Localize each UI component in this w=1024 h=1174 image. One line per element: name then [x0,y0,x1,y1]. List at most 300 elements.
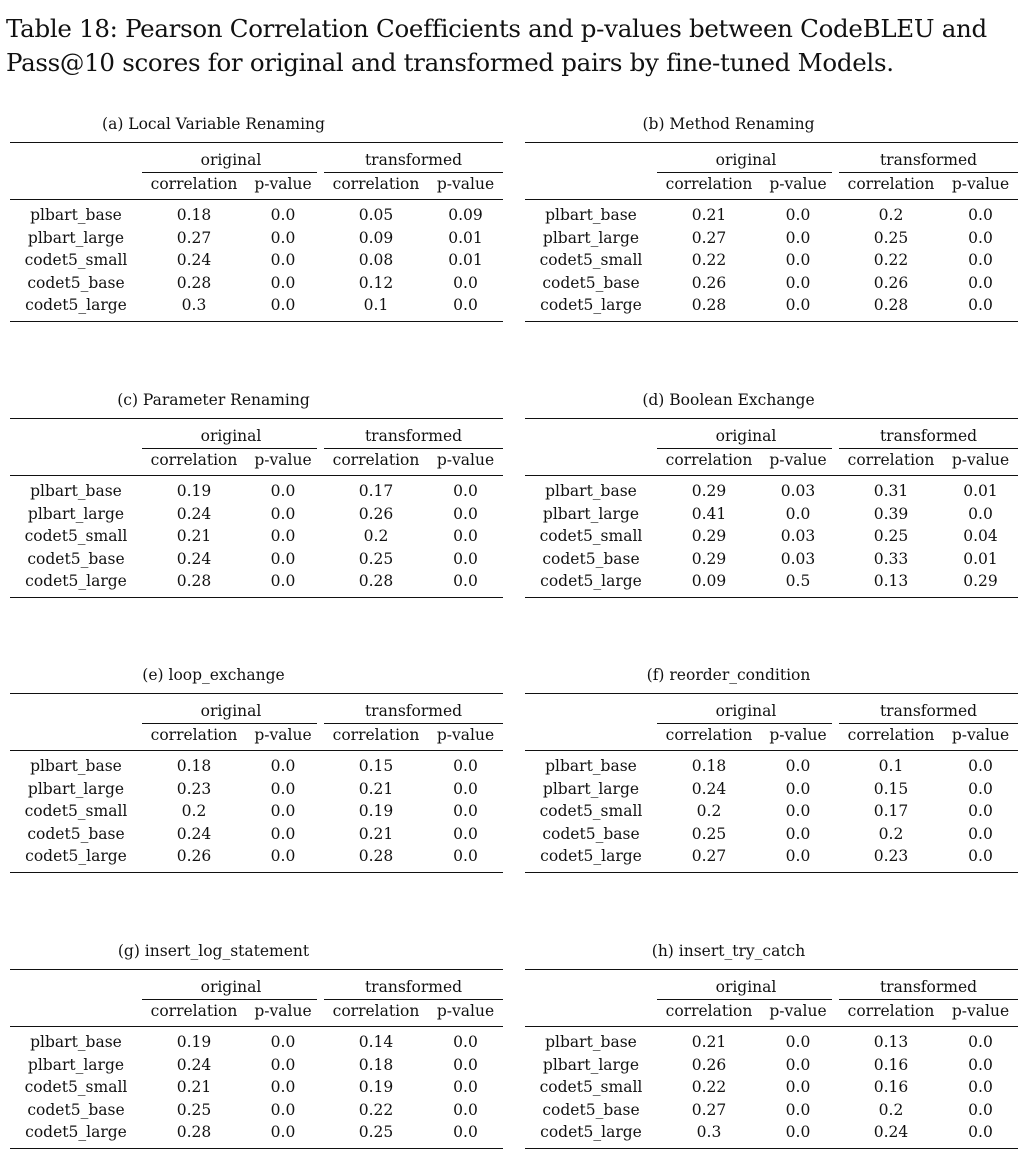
bottom-rule [525,321,1018,322]
pvalue-value: 0.0 [785,1078,811,1097]
pvalue-value: 0.03 [780,549,816,568]
correlation-value: 0.24 [176,824,212,843]
subtable-e [10,665,503,877]
group-rule-original [142,999,317,1000]
pvalue-value: 0.0 [270,228,296,247]
correlation-value: 0.16 [873,1078,909,1097]
model-name: codet5_base [27,1100,125,1119]
col-header-pvalue: p-value [254,726,312,744]
group-header-transformed: transformed [879,702,978,720]
pvalue-value: 0.0 [968,1078,993,1097]
pvalue-value: 0.0 [785,779,811,798]
pvalue-value: 0.01 [963,549,998,568]
table-row [10,778,503,801]
pvalue-value: 0.0 [453,273,478,292]
pvalue-value: 0.0 [270,273,296,292]
pvalue-value: 0.0 [453,1123,478,1142]
mid-rule [10,475,503,476]
group-rule-original [142,723,317,724]
correlation-value: 0.15 [358,757,394,775]
model-name: plbart_large [27,504,125,523]
group-rule-original [657,723,832,724]
col-header-pvalue: p-value [769,726,827,744]
correlation-value: 0.22 [691,1078,727,1097]
subtable-a [10,114,503,326]
col-header-correlation: correlation [847,451,935,469]
table-row [525,272,1018,295]
bottom-rule [525,597,1018,598]
pvalue-value: 0.0 [453,482,478,500]
bottom-rule [10,1148,503,1149]
table-row [10,1076,503,1099]
correlation-value: 0.24 [176,251,212,270]
col-header-pvalue: p-value [769,175,827,193]
pvalue-value: 0.0 [968,296,993,315]
correlation-value: 0.25 [176,1100,212,1119]
pvalue-value: 0.0 [270,847,296,866]
col-header-pvalue: p-value [436,726,495,744]
model-name: plbart_large [542,504,640,523]
pvalue-value: 0.0 [968,504,993,523]
pvalue-value: 0.0 [785,1100,811,1119]
group-rule-transformed [324,999,503,1000]
table-row [525,1031,1018,1054]
table-row [525,1076,1018,1099]
group-rule-original [657,448,832,449]
model-name: codet5_large [25,296,127,315]
mid-rule [10,1026,503,1027]
correlation-value: 0.27 [691,228,727,247]
pvalue-value: 0.0 [785,847,811,866]
pvalue-value: 0.0 [270,572,296,591]
mid-rule [525,750,1018,751]
subtable-title: (d) Boolean Exchange [642,391,815,409]
subtable-title: (c) Parameter Renaming [117,391,310,409]
pvalue-value: 0.01 [448,251,483,270]
pvalue-value: 0.0 [270,549,296,568]
model-name: plbart_large [27,228,125,247]
table-row [10,294,503,317]
table-row [525,845,1018,868]
top-rule [525,142,1018,143]
table-row [10,1054,503,1077]
pvalue-value: 0.0 [453,757,478,775]
col-header-pvalue: p-value [951,726,1010,744]
pvalue-value: 0.0 [968,802,993,821]
group-header-original: original [200,427,262,445]
group-rule-transformed [839,999,1018,1000]
col-header-correlation: correlation [150,451,238,469]
group-header-transformed: transformed [364,702,463,720]
pvalue-value: 0.01 [963,482,998,500]
correlation-value: 0.33 [873,549,909,568]
model-name: plbart_large [27,1055,125,1074]
group-header-original: original [715,978,777,996]
col-header-pvalue: p-value [254,175,312,193]
col-header-correlation: correlation [332,451,420,469]
correlation-value: 0.3 [181,296,207,315]
correlation-value: 0.18 [176,757,212,775]
table-row [10,249,503,272]
pvalue-value: 0.0 [785,251,811,270]
correlation-value: 0.22 [873,251,909,270]
correlation-value: 0.18 [358,1055,394,1074]
group-header-original: original [715,702,777,720]
table-row [10,1031,503,1054]
col-header-correlation: correlation [847,1002,935,1020]
model-name: codet5_large [25,1123,127,1142]
table-row [525,204,1018,227]
bottom-rule [10,597,503,598]
col-header-pvalue: p-value [951,175,1010,193]
group-rule-original [142,172,317,173]
pvalue-value: 0.03 [780,527,816,546]
top-rule [10,693,503,694]
subtable-title: (g) insert_log_statement [117,942,310,960]
correlation-value: 0.22 [691,251,727,270]
mid-rule [10,199,503,200]
group-header-original: original [200,978,262,996]
top-rule [10,142,503,143]
pvalue-value: 0.0 [968,1033,993,1051]
pvalue-value: 0.0 [785,228,811,247]
model-name: plbart_base [545,482,637,500]
group-header-original: original [200,151,262,169]
bottom-rule [10,872,503,873]
group-header-transformed: transformed [879,978,978,996]
model-name: codet5_large [25,847,127,866]
pvalue-value: 0.0 [785,802,811,821]
col-header-correlation: correlation [847,726,935,744]
pvalue-value: 0.0 [453,1033,478,1051]
correlation-value: 0.28 [691,296,727,315]
model-name: codet5_large [540,572,642,591]
group-header-original: original [715,427,777,445]
pvalue-value: 0.0 [270,757,296,775]
group-rule-transformed [839,723,1018,724]
correlation-value: 0.26 [176,847,212,866]
pvalue-value: 0.0 [968,1055,993,1074]
model-name: codet5_small [24,527,128,546]
correlation-value: 0.25 [358,549,394,568]
correlation-value: 0.19 [358,1078,394,1097]
correlation-value: 0.19 [358,802,394,821]
pvalue-value: 0.0 [968,206,993,224]
pvalue-value: 0.5 [785,572,811,591]
correlation-value: 0.13 [873,1033,909,1051]
table-row [525,778,1018,801]
correlation-value: 0.31 [873,482,909,500]
correlation-value: 0.15 [873,779,909,798]
correlation-value: 0.08 [358,251,394,270]
pvalue-value: 0.0 [785,1123,811,1142]
pvalue-value: 0.0 [968,824,993,843]
pvalue-value: 0.0 [453,1078,478,1097]
correlation-value: 0.14 [358,1033,394,1051]
pvalue-value: 0.0 [270,504,296,523]
pvalue-value: 0.0 [785,757,811,775]
col-header-pvalue: p-value [436,175,495,193]
table-row [525,1121,1018,1144]
correlation-value: 0.24 [176,504,212,523]
group-rule-original [657,999,832,1000]
pvalue-value: 0.0 [453,779,478,798]
model-name: codet5_small [539,251,643,270]
pvalue-value: 0.0 [453,1100,478,1119]
group-header-original: original [715,151,777,169]
col-header-pvalue: p-value [254,451,312,469]
model-name: plbart_base [545,1033,637,1051]
table-row [10,272,503,295]
table-row [525,480,1018,503]
col-header-correlation: correlation [332,1002,420,1020]
group-header-transformed: transformed [364,151,463,169]
correlation-value: 0.25 [691,824,727,843]
col-header-correlation: correlation [847,175,935,193]
model-name: plbart_large [542,1055,640,1074]
table-row [10,204,503,227]
pvalue-value: 0.0 [785,504,811,523]
mid-rule [525,199,1018,200]
model-name: codet5_large [25,572,127,591]
col-header-correlation: correlation [332,175,420,193]
model-name: codet5_small [539,1078,643,1097]
table-row [525,570,1018,593]
correlation-value: 0.2 [696,802,722,821]
col-header-correlation: correlation [150,175,238,193]
correlation-value: 0.28 [176,572,212,591]
correlation-value: 0.26 [691,273,727,292]
correlation-value: 0.21 [691,1033,727,1051]
model-name: codet5_large [540,1123,642,1142]
group-header-transformed: transformed [879,427,978,445]
subtable-d [525,390,1018,602]
table-row [525,1099,1018,1122]
table-row [10,800,503,823]
pvalue-value: 0.0 [270,296,296,315]
correlation-value: 0.28 [176,1123,212,1142]
correlation-value: 0.2 [181,802,207,821]
correlation-value: 0.28 [358,847,394,866]
correlation-value: 0.23 [176,779,212,798]
top-rule [525,969,1018,970]
pvalue-value: 0.0 [453,504,478,523]
group-rule-original [142,448,317,449]
correlation-value: 0.39 [873,504,909,523]
correlation-value: 0.25 [873,228,909,247]
col-header-correlation: correlation [150,726,238,744]
mid-rule [525,475,1018,476]
table-caption: Table 18: Pearson Correlation Coefficients and p-values between CodeBLEU and Pass@10 scores for original and transformed pairs by fine-tuned Models. [6,14,987,77]
correlation-value: 0.19 [176,1033,212,1051]
pvalue-value: 0.0 [453,296,478,315]
pvalue-value: 0.0 [270,1055,296,1074]
pvalue-value: 0.0 [785,296,811,315]
model-name: codet5_base [27,273,125,292]
correlation-value: 0.24 [176,1055,212,1074]
pvalue-value: 0.0 [453,802,478,821]
group-rule-transformed [324,723,503,724]
table-row [525,249,1018,272]
table-row [10,480,503,503]
col-header-pvalue: p-value [769,1002,827,1020]
model-name: codet5_small [24,1078,128,1097]
correlation-value: 0.17 [358,482,394,500]
table-row [10,845,503,868]
correlation-value: 0.3 [696,1123,722,1142]
pvalue-value: 0.0 [968,757,993,775]
pvalue-value: 0.0 [785,824,811,843]
correlation-value: 0.2 [363,527,389,546]
top-rule [525,418,1018,419]
table-row [525,755,1018,778]
subtable-title: (h) insert_try_catch [651,942,806,960]
pvalue-value: 0.0 [785,273,811,292]
pvalue-value: 0.0 [453,824,478,843]
bottom-rule [525,872,1018,873]
correlation-value: 0.18 [691,757,727,775]
table-row [10,227,503,250]
correlation-value: 0.1 [878,757,904,775]
correlation-value: 0.1 [363,296,389,315]
pvalue-value: 0.0 [270,802,296,821]
model-name: plbart_base [30,1033,122,1051]
model-name: codet5_small [539,802,643,821]
correlation-value: 0.09 [691,572,727,591]
col-header-pvalue: p-value [951,1002,1010,1020]
model-name: codet5_small [24,802,128,821]
correlation-value: 0.25 [358,1123,394,1142]
pvalue-value: 0.0 [453,549,478,568]
model-name: codet5_small [539,527,643,546]
correlation-value: 0.28 [176,273,212,292]
table-row [525,823,1018,846]
table-row [525,525,1018,548]
correlation-value: 0.21 [358,824,394,843]
pvalue-value: 0.0 [270,206,296,224]
table-row [10,823,503,846]
pvalue-value: 0.0 [968,779,993,798]
pvalue-value: 0.0 [453,572,478,591]
pvalue-value: 0.0 [968,1100,993,1119]
pvalue-value: 0.0 [270,251,296,270]
table-row [10,570,503,593]
group-rule-transformed [839,172,1018,173]
pvalue-value: 0.0 [968,251,993,270]
bottom-rule [525,1148,1018,1149]
model-name: plbart_base [30,206,122,224]
top-rule [10,418,503,419]
pvalue-value: 0.0 [453,527,478,546]
table-row [10,1121,503,1144]
model-name: plbart_large [542,779,640,798]
col-header-pvalue: p-value [254,1002,312,1020]
pvalue-value: 0.0 [270,1033,296,1051]
subtable-title: (a) Local Variable Renaming [102,115,325,133]
correlation-value: 0.26 [691,1055,727,1074]
correlation-value: 0.13 [873,572,909,591]
group-rule-original [657,172,832,173]
pvalue-value: 0.0 [270,527,296,546]
bottom-rule [10,321,503,322]
group-rule-transformed [839,448,1018,449]
correlation-value: 0.26 [873,273,909,292]
table-row [525,294,1018,317]
subtable-c [10,390,503,602]
correlation-value: 0.23 [873,847,909,866]
col-header-pvalue: p-value [436,451,495,469]
pvalue-value: 0.0 [270,482,296,500]
pvalue-value: 0.03 [780,482,816,500]
table-row [10,548,503,571]
correlation-value: 0.2 [878,824,904,843]
mid-rule [525,1026,1018,1027]
col-header-correlation: correlation [665,175,753,193]
pvalue-value: 0.04 [963,527,998,546]
model-name: codet5_base [542,549,640,568]
model-name: codet5_base [542,273,640,292]
correlation-value: 0.29 [691,482,727,500]
pvalue-value: 0.0 [270,1123,296,1142]
col-header-pvalue: p-value [436,1002,495,1020]
col-header-pvalue: p-value [769,451,827,469]
model-name: codet5_base [27,824,125,843]
subtable-f [525,665,1018,877]
col-header-correlation: correlation [665,726,753,744]
correlation-value: 0.29 [691,549,727,568]
top-rule [10,969,503,970]
correlation-value: 0.19 [176,482,212,500]
correlation-value: 0.27 [691,1100,727,1119]
correlation-value: 0.17 [873,802,909,821]
group-header-original: original [200,702,262,720]
correlation-value: 0.2 [878,206,904,224]
model-name: codet5_small [24,251,128,270]
subtable-g [10,941,503,1153]
correlation-value: 0.27 [176,228,212,247]
group-rule-transformed [324,172,503,173]
group-header-transformed: transformed [879,151,978,169]
correlation-value: 0.24 [691,779,727,798]
group-rule-transformed [324,448,503,449]
pvalue-value: 0.0 [968,228,993,247]
correlation-value: 0.05 [358,206,394,224]
correlation-value: 0.22 [358,1100,394,1119]
table-row [10,525,503,548]
correlation-value: 0.25 [873,527,909,546]
subtable-h [525,941,1018,1153]
pvalue-value: 0.0 [785,206,811,224]
top-rule [525,693,1018,694]
pvalue-value: 0.0 [270,824,296,843]
correlation-value: 0.28 [358,572,394,591]
correlation-value: 0.27 [691,847,727,866]
subtable-title: (f) reorder_condition [646,666,811,684]
table-row [525,800,1018,823]
col-header-correlation: correlation [150,1002,238,1020]
col-header-pvalue: p-value [951,451,1010,469]
correlation-value: 0.21 [176,527,212,546]
model-name: codet5_large [540,296,642,315]
model-name: codet5_base [542,824,640,843]
correlation-value: 0.18 [176,206,212,224]
model-name: plbart_base [545,757,637,775]
pvalue-value: 0.0 [453,1055,478,1074]
correlation-value: 0.16 [873,1055,909,1074]
model-name: plbart_base [545,206,637,224]
correlation-value: 0.26 [358,504,394,523]
correlation-value: 0.21 [176,1078,212,1097]
